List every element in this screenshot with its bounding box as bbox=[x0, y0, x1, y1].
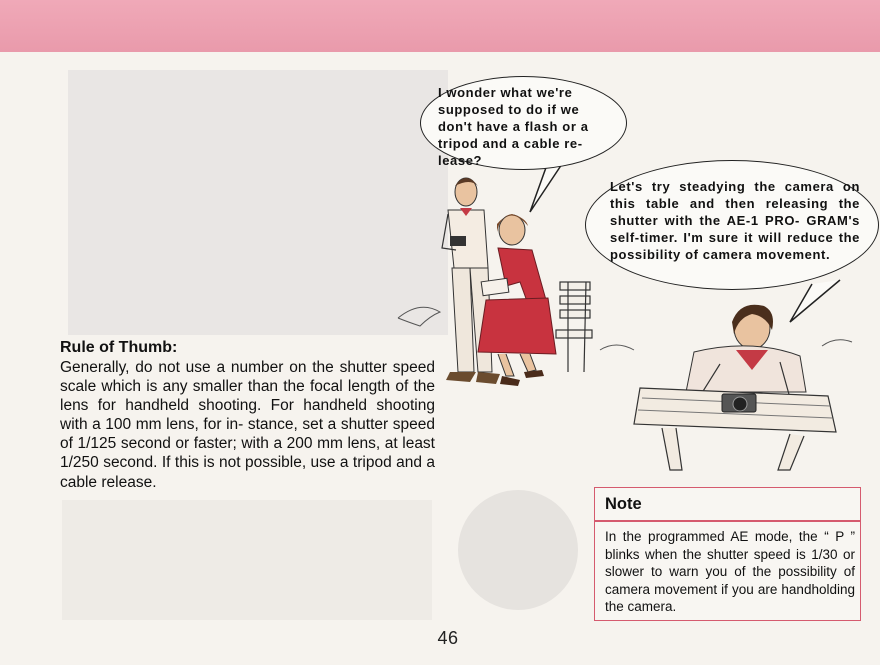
man-at-table-illustration bbox=[600, 305, 852, 470]
speech-bubble-1-text: I wonder what we're supposed to do if we don't have a flash or a tripod and a cable re- lease? bbox=[438, 85, 589, 168]
page-number: 46 bbox=[437, 628, 459, 648]
park-bench-illustration bbox=[556, 282, 592, 372]
note-text: In the programmed AE mode, the “ P ” blinks when the shutter speed is 1/30 or slower to warn you of the possibility of camera movement if you are handholding the camera. bbox=[605, 529, 855, 614]
rule-of-thumb-text: Generally, do not use a number on the shutter speed scale which is any smaller than the focal length of the lens for handheld shooting. For handheld shooting with a 100 mm lens, for in- stance, set a shutter speed of 1/125 second or faster; with a 200 mm lens, at least 1/250 second. If this is not possible, use a tripod and a cable release. bbox=[60, 359, 435, 491]
rule-of-thumb-title: Rule of Thumb: bbox=[60, 339, 178, 356]
note-divider bbox=[595, 520, 860, 522]
bubble-2-tail bbox=[790, 280, 840, 322]
speech-bubble-2-text: Let's try steadying the camera on this table and then releasing the shutter with the AE-1 PRO- GRAM's self-timer. I'm sure it will reduce the possibility of camera movement. bbox=[610, 179, 860, 262]
rule-of-thumb-section bbox=[60, 338, 435, 492]
note-title: Note bbox=[605, 495, 642, 513]
note-box bbox=[594, 487, 861, 621]
